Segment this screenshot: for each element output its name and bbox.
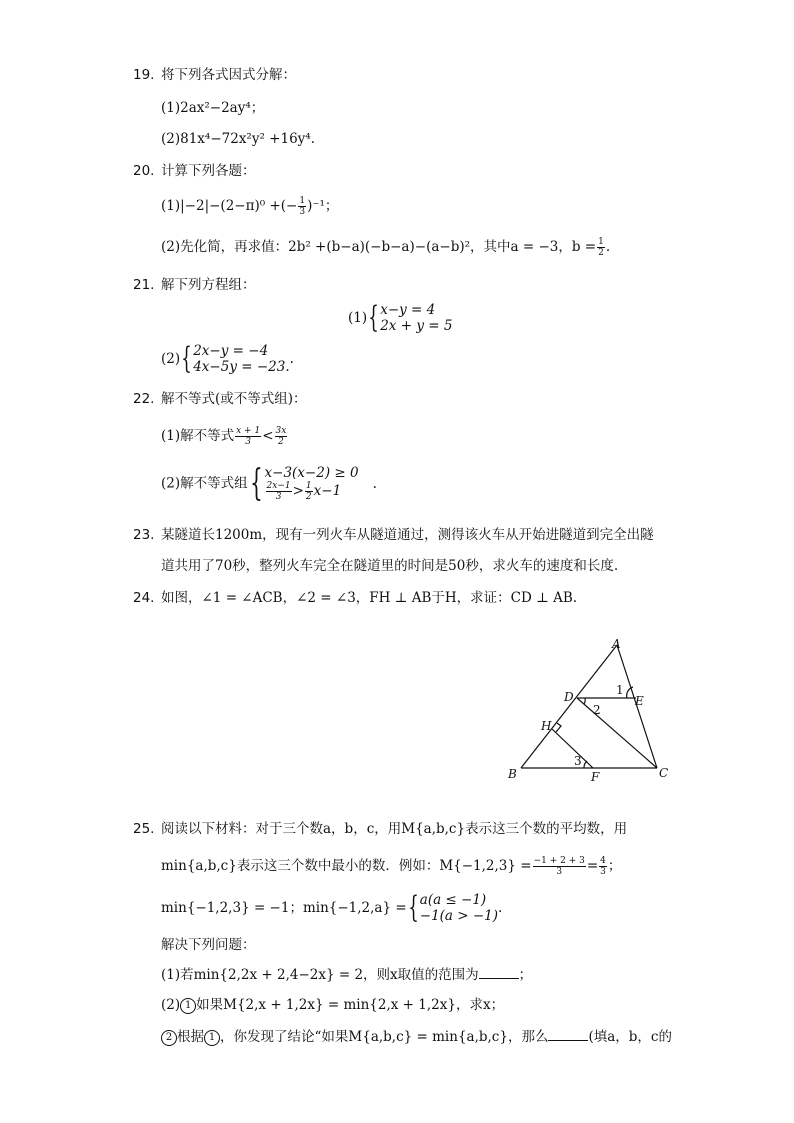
q23-line1: 某隧道长1200m，现有一列火车从隧道通过，测得该火车从开始进隧道到完全出隧: [161, 527, 654, 543]
q25-part3-circled-2: 2: [161, 1030, 177, 1046]
q19-part2: (2)81x⁴−72x²y² +16y⁴.: [161, 131, 315, 147]
label-angle-2: 2: [593, 703, 601, 717]
q21-number: 21.: [133, 277, 155, 293]
q25-part1-text: (1)若min{2,2x + 2,4−2x} = 2，则x取值的范围为: [161, 967, 479, 983]
q20-number: 20.: [133, 163, 155, 179]
q22-part1-fraction1: $\frac{x + 1}{3}$: [236, 426, 261, 447]
q25-line2-fraction2: $\frac{4}{3}$: [600, 856, 606, 877]
q20-part2: [161, 237, 610, 258]
q20-part1-fraction: $\frac{1}{3}$: [299, 196, 306, 217]
q25-number: 25.: [133, 821, 155, 837]
line-HF: [552, 729, 593, 768]
q22-prompt: 解不等式(或不等式组)：: [161, 391, 307, 407]
q24-geometry-figure: [500, 635, 680, 785]
label-B: B: [508, 767, 517, 781]
q22-part2-ineq2: $\frac{2x-1}{3}$ > $\frac{1}{2}$ x−1: [266, 481, 342, 502]
q19-number: 19.: [133, 67, 155, 83]
q20-part1-prefix: (1)|−2|−(2−π)⁰ +(−: [161, 198, 298, 214]
q20-part1-suffix: )⁻¹；: [307, 198, 339, 214]
q21-system1-eq2: 2x + y = 5: [380, 318, 453, 334]
q20-part2-prefix: (2)先化简，再求值：2b² +(b−a)(−b−a)−(a−b)²，其中a = −3，b =: [161, 239, 597, 255]
q22-part2-end: .: [372, 475, 377, 492]
q20-prompt: 计算下列各题：: [161, 163, 256, 179]
q25-line2-equals: =: [586, 858, 599, 874]
q25-line3-brace: {: [407, 890, 419, 925]
q25-line3-prefix: min{−1,2,3} = −1；min{−1,2,a} =: [161, 900, 407, 916]
label-H: H: [541, 719, 552, 733]
angle-3-arc: [584, 761, 587, 768]
q25-part1-answer-blank[interactable]: [479, 966, 519, 979]
q25-part2-label: (2): [161, 997, 181, 1013]
q25-part3-text3: (填a，b，c的: [588, 1029, 672, 1045]
q25-part3-answer-blank[interactable]: [548, 1028, 588, 1041]
q25-part3: [161, 1028, 672, 1046]
q21-prompt: 解下列方程组：: [161, 277, 256, 293]
q25-part1: [161, 966, 532, 984]
q25-part3-text2: ，你发现了结论“如果M{a,b,c} = min{a,b,c}，那么: [220, 1029, 549, 1045]
label-A: A: [612, 637, 621, 651]
q22-part2: [161, 462, 377, 504]
q25-line3-end: .: [498, 900, 503, 916]
q25-part1-suffix: ；: [518, 967, 533, 983]
q21-system2-eq2: 4x−5y = −23.: [193, 359, 290, 375]
q25-part2: [161, 996, 504, 1014]
q22-part2-ineq1: x−3(x−2) ≥ 0: [264, 465, 359, 481]
q25-part2-text: 如果M{2,x + 1,2x} = min{2,x + 1,2x}，求x；: [196, 997, 505, 1013]
label-E: E: [635, 694, 644, 708]
q22-part2-brace: {: [249, 462, 263, 504]
q19-prompt: 将下列各式因式分解：: [161, 67, 296, 83]
q21-system2: [161, 343, 294, 375]
q23-number: 23.: [133, 527, 155, 543]
q22-part1-operator: <: [262, 428, 274, 444]
q25-line2-fraction1: $\frac{-1 + 2 + 3}{3}$: [533, 856, 585, 877]
q20-part1: [161, 196, 338, 217]
q25-line1: 阅读以下材料：对于三个数a，b，c，用M{a,b,c}表示这三个数的平均数，用: [161, 821, 628, 837]
q21-system1-label: (1): [348, 310, 368, 326]
label-C: C: [659, 766, 669, 780]
q25-part3-text1: 根据: [177, 1029, 204, 1045]
q25-line2: [161, 856, 621, 877]
q25-line3-case2: −1(a > −1): [419, 908, 499, 924]
right-angle-mark: [556, 723, 561, 732]
q22-part1-label: (1)解不等式: [161, 428, 235, 444]
q21-system2-eq1: 2x−y = −4: [193, 343, 269, 359]
q21-system2-label: (2): [161, 351, 181, 367]
label-F: F: [591, 770, 600, 784]
q25-solve-heading: 解决下列问题：: [161, 937, 256, 953]
q25-line3-case1: a(a ≤ −1): [419, 892, 487, 908]
q24-text: 如图，∠1 = ∠ACB，∠2 = ∠3，FH ⊥ AB于H，求证：CD ⊥ AB.: [161, 590, 578, 606]
angle-2-arc: [584, 698, 585, 704]
line-AB: [521, 645, 617, 768]
q22-number: 22.: [133, 391, 155, 407]
label-angle-1: 1: [616, 683, 624, 697]
q22-part1-fraction2: $\frac{3x}{2}$: [275, 426, 287, 447]
q25-part2-circled-1: 1: [180, 998, 196, 1014]
q20-part2-fraction: $\frac{1}{2}$: [598, 237, 604, 258]
q25-line3: [161, 892, 502, 924]
q21-system2-brace: {: [181, 341, 192, 376]
q25-line2-prefix: min{a,b,c}表示这三个数中最小的数．例如：M{−1,2,3} =: [161, 858, 532, 874]
q21-system1-eq1: x−y = 4: [380, 302, 436, 318]
q25-part3-circled-1: 1: [204, 1030, 220, 1046]
q21-system1: [348, 302, 452, 334]
q19-part1: (1)2ax²−2ay⁴；: [161, 100, 265, 116]
q25-line2-suffix: ；: [607, 858, 622, 874]
q24-number: 24.: [133, 590, 155, 606]
label-angle-3: 3: [574, 754, 582, 768]
q21-system2-end: .: [289, 351, 294, 367]
q20-part2-suffix: .: [605, 239, 611, 255]
q21-system1-brace: {: [368, 300, 379, 335]
q22-part1: [161, 426, 288, 447]
q23-line2: 道共用了70秒，整列火车完全在隧道里的时间是50秒，求火车的速度和长度.: [161, 558, 619, 574]
q22-part2-label: (2)解不等式组: [161, 475, 248, 492]
label-D: D: [564, 690, 574, 704]
